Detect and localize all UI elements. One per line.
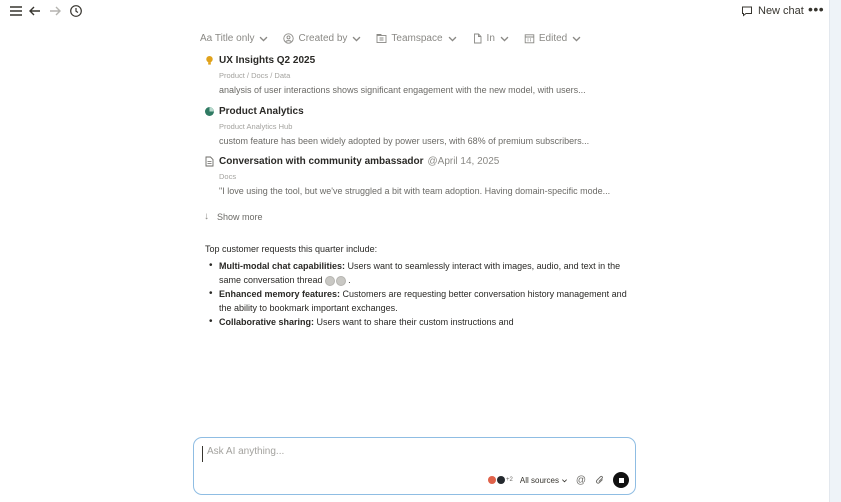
result-title: Product Analytics — [219, 106, 304, 117]
item-heading: Enhanced memory features: — [219, 289, 341, 299]
item-heading: Multi-modal chat capabilities: — [219, 261, 346, 271]
document-icon — [204, 156, 215, 167]
item-text: Users want to share their custom instructions and — [314, 317, 514, 327]
filter-label: Aa Title only — [200, 32, 255, 44]
list-item — [205, 259, 635, 287]
attachment-icon[interactable] — [594, 474, 606, 486]
slack-icon — [488, 476, 496, 484]
result-title: Conversation with community ambassador — [219, 156, 424, 167]
filter-label: In — [486, 32, 495, 44]
filter-created-by[interactable] — [283, 30, 362, 46]
stop-icon — [619, 478, 624, 483]
result-title-row — [204, 106, 644, 117]
result-snippet: custom feature has been widely adopted by power users, with 68% of premium subscribers... — [219, 136, 590, 146]
result-path: Product / Docs / Data — [219, 71, 291, 80]
filter-teamspace[interactable] — [376, 30, 457, 46]
result-title-row — [204, 156, 644, 167]
all-sources-dropdown[interactable] — [520, 476, 568, 485]
show-more-label: Show more — [217, 211, 263, 222]
list-item — [205, 315, 635, 329]
chevron-down-icon — [447, 33, 458, 44]
back-arrow-icon[interactable] — [27, 3, 43, 19]
search-filters — [200, 30, 582, 46]
filter-label: Created by — [298, 32, 348, 44]
show-more-button[interactable] — [204, 211, 263, 222]
item-text: Users want to seamlessly interact with images, audio, and text in the same conversation thread — [219, 261, 621, 285]
avatar — [336, 276, 346, 286]
right-panel-edge — [829, 0, 841, 502]
chevron-down-icon — [561, 477, 568, 484]
search-result[interactable] — [204, 156, 644, 196]
result-date: @April 14, 2025 — [427, 156, 500, 167]
result-path: Docs — [219, 172, 237, 181]
lightbulb-icon — [204, 55, 215, 66]
filter-edited[interactable] — [524, 30, 582, 46]
more-options-icon[interactable]: ••• — [808, 1, 825, 17]
filter-title-only[interactable] — [200, 30, 269, 46]
citation-avatars[interactable] — [325, 276, 346, 286]
source-count: +2 — [506, 477, 513, 483]
filter-label: Teamspace — [391, 32, 443, 44]
item-text: Customers are requesting better conversation history management and the ability to bookmark important exchanges. — [219, 289, 627, 313]
chevron-down-icon — [258, 33, 269, 44]
filter-in[interactable] — [472, 30, 510, 46]
result-snippet: "I love using the tool, but we've struggled a bit with team adoption. Having domain-specific mode... — [219, 186, 611, 196]
list-item — [205, 287, 635, 315]
ask-ai-input[interactable] — [202, 446, 622, 462]
result-title-row — [204, 55, 644, 66]
teamspace-icon — [376, 33, 387, 44]
arrow-down-icon: ↓ — [204, 211, 209, 222]
ai-composer — [193, 437, 636, 495]
composer-toolbar — [488, 472, 629, 488]
chat-bubble-icon — [741, 5, 753, 17]
result-title: UX Insights Q2 2025 — [219, 55, 316, 66]
menu-icon[interactable] — [8, 3, 24, 19]
filter-label: Edited — [538, 32, 568, 44]
item-suffix: . — [348, 275, 351, 285]
stop-button[interactable] — [613, 472, 629, 488]
page-icon — [472, 33, 483, 44]
chevron-down-icon — [499, 33, 510, 44]
github-icon — [497, 476, 505, 484]
search-result[interactable] — [204, 55, 644, 95]
history-icon[interactable] — [68, 3, 84, 19]
ai-answer — [205, 242, 635, 329]
forward-arrow-icon[interactable] — [47, 3, 63, 19]
chevron-down-icon — [351, 33, 362, 44]
result-snippet: analysis of user interactions shows significant engagement with the new model, with users... — [219, 85, 586, 95]
calendar-icon — [524, 33, 535, 44]
all-sources-label: All sources — [519, 475, 559, 485]
result-path: Product Analytics Hub — [219, 122, 293, 131]
item-heading: Collaborative sharing: — [219, 317, 315, 327]
mention-button[interactable]: @ — [575, 474, 587, 486]
top-bar — [0, 0, 829, 22]
person-icon — [283, 33, 294, 44]
source-icons[interactable] — [488, 476, 513, 484]
avatar — [325, 276, 335, 286]
search-result[interactable] — [204, 106, 644, 146]
answer-intro: Top customer requests this quarter include: — [205, 244, 378, 254]
new-chat-label: New chat — [758, 5, 804, 17]
new-chat-button[interactable] — [741, 3, 804, 19]
answer-list — [205, 259, 635, 329]
pie-chart-icon — [204, 106, 215, 117]
chevron-down-icon — [571, 33, 582, 44]
